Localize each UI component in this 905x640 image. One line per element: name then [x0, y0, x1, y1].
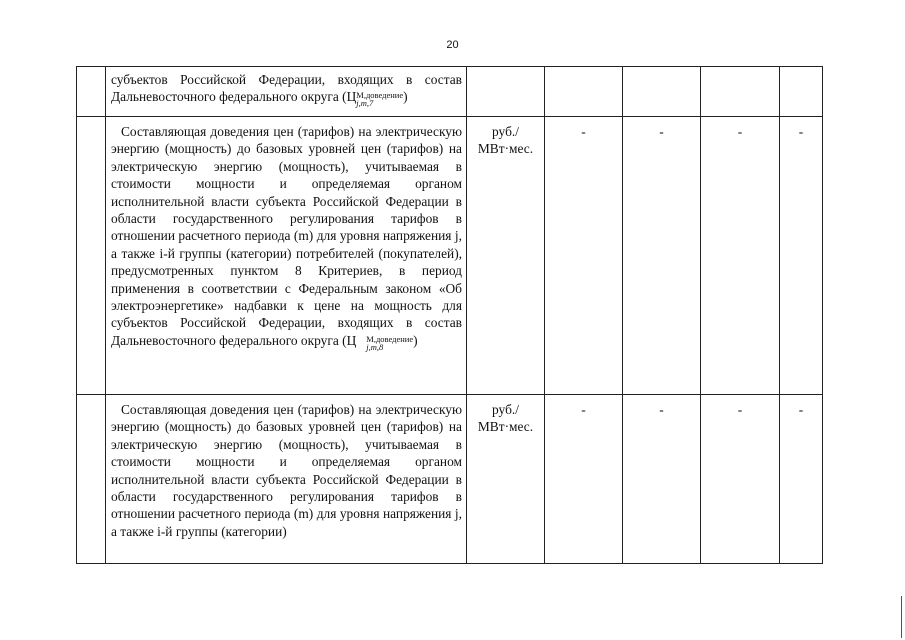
row-number-cell — [77, 67, 106, 117]
formula-subscript: j,m,8 — [366, 341, 384, 352]
value-cell — [545, 395, 623, 564]
formula-superscript: М,доведение — [356, 90, 404, 101]
row-number-cell — [77, 117, 106, 395]
description-text: Составляющая доведения цен (тарифов) на электрическую энергию (мощность) до базовых уровней цен (тарифов) на электрическую энергию (мощность), учитываемая в стоимости мощности и определяемая органом исполнительной власти субъекта Российской Федерации в области государственного регулирования тарифов в отношении расчетного периода (m) для уровня напряжения j, а также i-й группы (категории) потребителей (покупателей), предусмотренных пунктом 8 Критериев, в период применения в соответствии с Федеральным законом «Об электроэнергетике» надбавки к цене на мощность для субъектов Российской Федерации, входящих в состав Дальневосточного федерального округа (Ц — [111, 124, 462, 348]
value-cell — [780, 395, 823, 564]
formula-subscript: j,m,7 — [356, 98, 374, 109]
unit-text: руб./ МВт·мес. — [477, 124, 534, 157]
value-cell — [780, 67, 823, 117]
value-cell — [623, 67, 701, 117]
value-text — [701, 67, 779, 68]
formula-close: ) — [413, 332, 418, 348]
tariff-table — [76, 66, 823, 564]
value-text: - — [798, 124, 804, 139]
value-text: - — [581, 124, 586, 139]
table-row — [77, 395, 823, 564]
description-text: субъектов Российской Федерации, входящих в состав Дальневосточного федерального округа (Ц — [111, 72, 462, 105]
value-text: - — [659, 124, 664, 139]
description-cell — [106, 67, 467, 117]
unit-text: руб./ МВт·мес. — [477, 402, 534, 435]
unit-cell — [467, 117, 545, 395]
description-text: Составляющая доведения цен (тарифов) на электрическую энергию (мощность) до базовых уровней цен (тарифов) на электрическую энергию (мощность), учитываемая в стоимости мощности и определяемая органом исполнительной власти субъекта Российской Федерации в области государственного регулирования тарифов в отношении расчетного периода (m) для уровня напряжения j, а также i-й группы (категории) — [111, 402, 462, 539]
value-text: - — [737, 124, 743, 139]
table-row — [77, 117, 823, 395]
value-cell — [780, 117, 823, 395]
value-cell — [701, 395, 780, 564]
value-cell — [701, 117, 780, 395]
value-cell — [623, 395, 701, 564]
description-cell — [106, 395, 467, 564]
value-text: - — [798, 402, 804, 417]
value-cell — [545, 67, 623, 117]
value-text: - — [659, 402, 664, 417]
unit-cell — [467, 67, 545, 117]
value-text — [623, 67, 700, 68]
formula — [356, 332, 418, 352]
unit-cell — [467, 395, 545, 564]
formula-close: ) — [403, 89, 408, 105]
formula — [356, 89, 408, 109]
table-row — [77, 67, 823, 117]
unit-text — [467, 67, 544, 68]
page-number: 20 — [446, 39, 459, 51]
value-cell — [623, 117, 701, 395]
scan-edge-mark — [901, 596, 902, 638]
formula-superscript: М,доведение — [366, 333, 414, 344]
value-cell — [701, 67, 780, 117]
value-text: - — [737, 402, 743, 417]
value-text — [545, 67, 622, 68]
row-number-cell — [77, 395, 106, 564]
value-text — [780, 67, 822, 68]
value-cell — [545, 117, 623, 395]
value-text: - — [581, 402, 586, 417]
description-cell — [106, 117, 467, 395]
